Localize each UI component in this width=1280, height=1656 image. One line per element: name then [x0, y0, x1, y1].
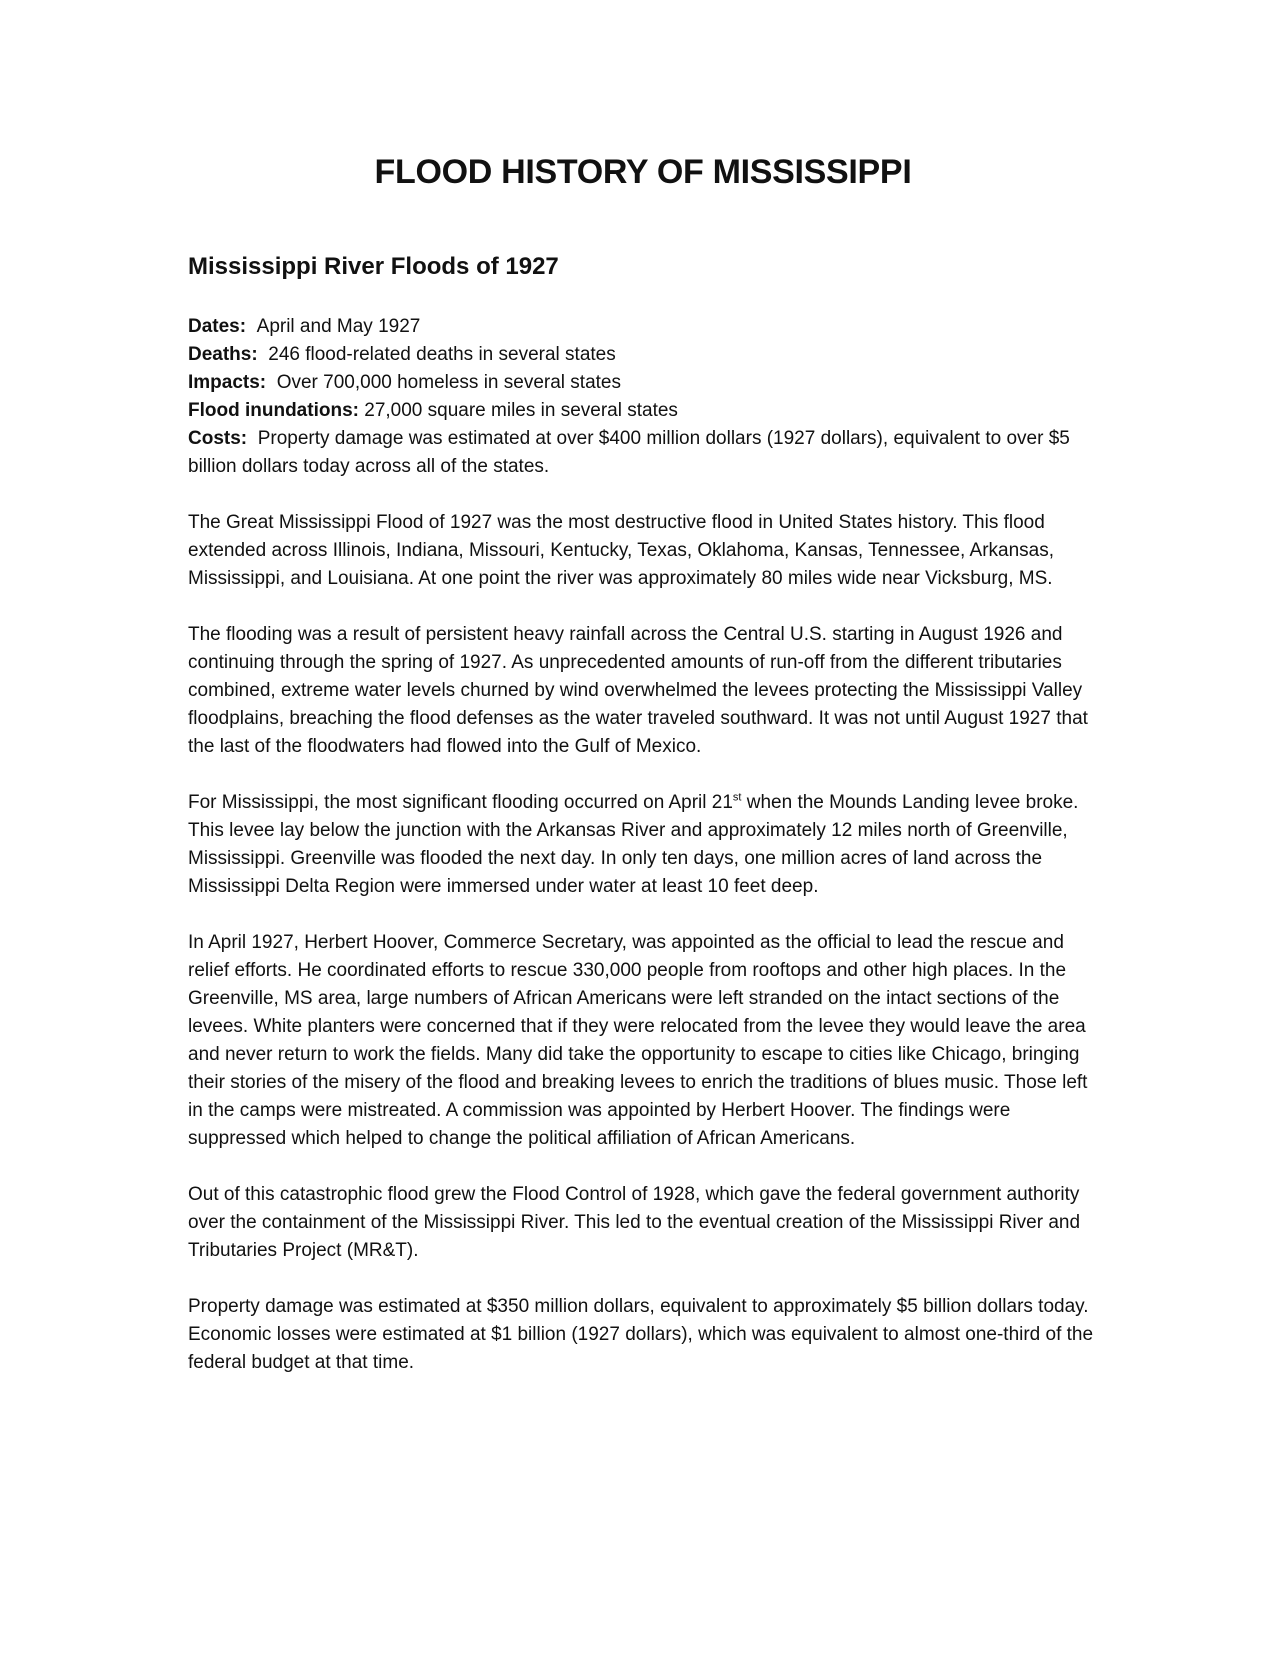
fact-inundations-label: Flood inundations:: [188, 400, 359, 421]
flood-facts: [188, 313, 1098, 481]
paragraph-mississippi-impact-start: For Mississippi, the most significant flooding occurred on April 21: [188, 792, 733, 813]
paragraph-great-flood: The Great Mississippi Flood of 1927 was the most destructive flood in United States history. This flood extended across Illinois, Indiana, Missouri, Kentucky, Texas, Oklahoma, Kansas, Tennessee, Arkansas, Mississippi, and Louisiana. At one point the river was approximately 80 miles wide near Vicksburg, MS.: [188, 512, 1055, 589]
paragraph-hoover-relief: In April 1927, Herbert Hoover, Commerce Secretary, was appointed as the official to lead the rescue and relief efforts. He coordinated efforts to rescue 330,000 people from rooftops and other high places. In the Greenville, MS area, large numbers of African Americans were left stranded on the intact sections of the levees. White planters were concerned that if they were relocated from the levee they would leave the area and never return to work the fields. Many did take the opportunity to escape to cities like Chicago, bringing their stories of the misery of the flood and breaking levees to enrich the traditions of blues music. Those left in the camps were mistreated. A commission was appointed by Herbert Hoover. The findings were suppressed which helped to change the political affiliation of African Americans.: [188, 932, 1088, 1149]
paragraph-mississippi-impact: [188, 789, 1098, 901]
document-page: [188, 150, 1098, 1377]
ordinal-suffix: st: [732, 791, 742, 804]
fact-deaths-label: Deaths:: [188, 344, 258, 365]
fact-dates-label: Dates:: [188, 316, 247, 337]
fact-impacts: [188, 369, 1098, 397]
fact-costs-label: Costs:: [188, 428, 248, 449]
fact-inundations-value: 27,000 square miles in several states: [364, 400, 678, 421]
fact-deaths-value: 246 flood-related deaths in several states: [268, 344, 616, 365]
fact-costs: [188, 425, 1098, 481]
paragraph-mississippi-impact-end: when the Mounds Landing levee broke. This levee lay below the junction with the Arkansas River and approximately 12 miles north of Greenville, Mississippi. Greenville was flooded the next day. In only ten days, one million acres of land across the Mississippi Delta Region were immersed under water at least 10 feet deep.: [188, 792, 1079, 897]
document-title: FLOOD HISTORY OF MISSISSIPPI: [374, 153, 912, 191]
paragraph-rainfall-cause: The flooding was a result of persistent heavy rainfall across the Central U.S. starting in August 1926 and continuing through the spring of 1927. As unprecedented amounts of run-off from the different tributaries combined, extreme water levels churned by wind overwhelmed the levees protecting the Mississippi Valley floodplains, breaching the flood defenses as the water traveled southward. It was not until August 1927 that the last of the floodwaters had flowed into the Gulf of Mexico.: [188, 624, 1088, 757]
paragraph-property-damage: Property damage was estimated at $350 million dollars, equivalent to approximately $5 billion dollars today. Economic losses were estimated at $1 billion (1927 dollars), which was equivalent to almost one-third of the federal budget at that time.: [188, 1296, 1094, 1373]
fact-impacts-value: Over 700,000 homeless in several states: [276, 372, 621, 393]
section-title: Mississippi River Floods of 1927: [188, 253, 559, 280]
paragraph-flood-control: Out of this catastrophic flood grew the Flood Control of 1928, which gave the federal government authority over the containment of the Mississippi River. This led to the eventual creation of the Mississippi River and Tributaries Project (MR&T).: [188, 1184, 1081, 1261]
fact-deaths: [188, 341, 1098, 369]
fact-dates: [188, 313, 1098, 341]
fact-inundations: [188, 397, 1098, 425]
fact-impacts-label: Impacts:: [188, 372, 267, 393]
fact-costs-value: Property damage was estimated at over $400 million dollars (1927 dollars), equivalent to over $5 billion dollars today across all of the states.: [188, 428, 1070, 477]
fact-dates-value: April and May 1927: [256, 316, 421, 337]
